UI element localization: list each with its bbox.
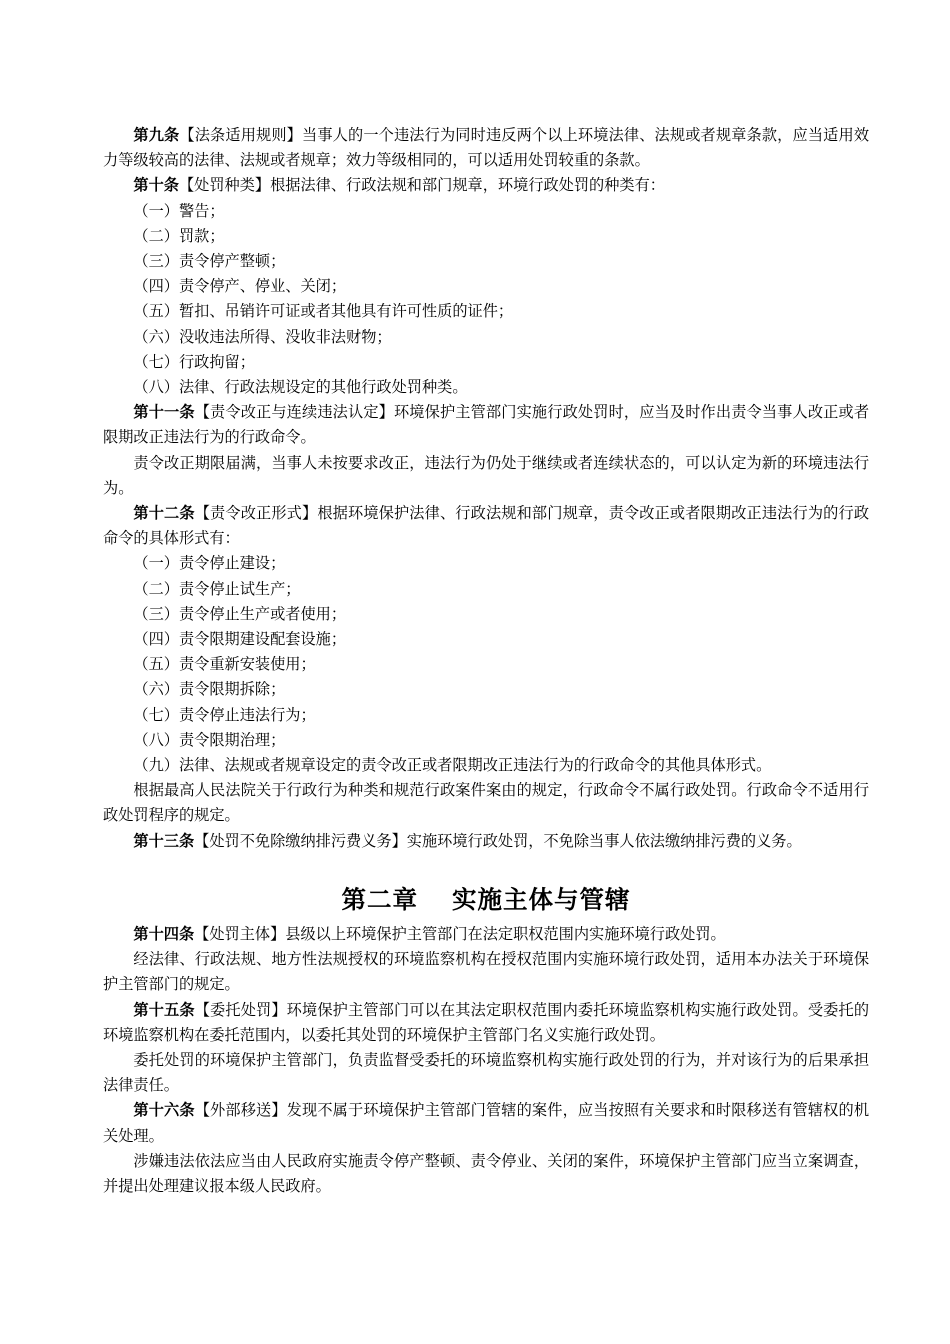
article-text: 【责令改正与连续违法认定】环境保护主管部门实施行政处罚时，应当及时作出责令当事人改正或者限期改正违法行为的行政命令。	[103, 403, 869, 447]
chapter-title: 实施主体与管辖	[452, 884, 631, 914]
list-item: （七）责令停止违法行为；	[133, 705, 316, 724]
list-item: （七）行政拘留；	[133, 352, 255, 371]
list-item: （二）责令停止试生产；	[133, 579, 301, 598]
list-item: （五）暂扣、吊销许可证或者其他具有许可性质的证件；	[133, 302, 514, 321]
article-text: 【处罚主体】县级以上环境保护主管部门在法定职权范围内实施环境行政处罚。	[194, 924, 726, 943]
article-number: 第十条	[133, 176, 179, 195]
list-item: （六）责令限期拆除；	[133, 680, 286, 699]
article-number: 第十一条	[133, 403, 195, 422]
list-item: （四）责令限期建设配套设施；	[133, 630, 347, 649]
article-11	[103, 400, 869, 450]
chapter-number: 第二章	[341, 884, 418, 914]
paragraph: 经法律、行政法规、地方性法规授权的环境监察机构在授权范围内实施环境行政处罚，适用本办法关于环境保护主管部门的规定。	[103, 950, 869, 994]
document-page	[103, 123, 869, 1199]
article-text: 【委托处罚】环境保护主管部门可以在其法定职权范围内委托环境监察机构实施行政处罚。受委托的环境监察机构在委托范围内，以委托其处罚的环境保护主管部门名义实施行政处罚。	[103, 1000, 869, 1044]
article-number: 第十三条	[133, 831, 195, 850]
paragraph: 根据最高人民法院关于行政行为种类和规范行政案件案由的规定，行政命令不属行政处罚。行政命令不适用行政处罚程序的规定。	[103, 781, 869, 825]
section-articles-9-13	[103, 123, 869, 854]
article-number: 第十二条	[133, 504, 195, 523]
paragraph: 责令改正期限届满，当事人未按要求改正，违法行为仍处于继续或者连续状态的，可以认定为新的环境违法行为。	[103, 453, 869, 497]
article-16	[103, 1098, 869, 1148]
article-10	[103, 173, 869, 198]
article-text: 【外部移送】发现不属于环境保护主管部门管辖的案件，应当按照有关要求和时限移送有管辖权的机关处理。	[103, 1101, 869, 1145]
article-text: 【责令改正形式】根据环境保护法律、行政法规和部门规章，责令改正或者限期改正违法行为的行政命令的具体形式有：	[103, 504, 869, 548]
list-item: （一）警告；	[133, 201, 225, 220]
list-item: （一）责令停止建设；	[133, 554, 286, 573]
paragraph: 涉嫌违法依法应当由人民政府实施责令停产整顿、责令停业、关闭的案件，环境保护主管部门应当立案调查，并提出处理建议报本级人民政府。	[103, 1151, 869, 1195]
paragraph: 委托处罚的环境保护主管部门，负责监督受委托的环境监察机构实施行政处罚的行为，并对该行为的后果承担法律责任。	[103, 1050, 869, 1095]
article-text: 【处罚不免除缴纳排污费义务】实施环境行政处罚，不免除当事人依法缴纳排污费的义务。	[194, 831, 802, 850]
list-item: （六）没收违法所得、没收非法财物；	[133, 327, 392, 346]
section-articles-14-16	[103, 922, 869, 1199]
article-number: 第九条	[133, 126, 180, 144]
list-item: （九）法律、法规或者规章设定的责令改正或者限期改正违法行为的行政命令的其他具体形式。	[133, 756, 772, 775]
article-12	[103, 501, 869, 551]
list-item: （四）责令停产、停业、关闭；	[133, 277, 347, 296]
chapter-heading	[103, 880, 869, 920]
article-14	[103, 922, 869, 947]
article-9	[103, 123, 869, 173]
list-item: （八）法律、行政法规设定的其他行政处罚种类。	[133, 378, 468, 397]
article-text: 【法条适用规则】当事人的一个违法行为同时违反两个以上环境法律、法规或者规章条款，应当适用效力等级较高的法律、法规或者规章；效力等级相同的，可以适用处罚较重的条款。	[103, 126, 869, 170]
list-item: （八）责令限期治理；	[133, 730, 286, 749]
article-number: 第十五条	[133, 1000, 195, 1019]
article-13	[103, 829, 869, 854]
article-number: 第十四条	[133, 924, 195, 943]
list-item: （三）责令停产整顿；	[133, 252, 286, 271]
article-number: 第十六条	[133, 1101, 195, 1120]
list-item: （二）罚款；	[133, 226, 225, 245]
list-item: （五）责令重新安装使用；	[133, 655, 316, 674]
list-item: （三）责令停止生产或者使用；	[133, 604, 347, 623]
article-15	[103, 998, 869, 1048]
article-text: 【处罚种类】根据法律、行政法规和部门规章，环境行政处罚的种类有：	[178, 176, 665, 195]
